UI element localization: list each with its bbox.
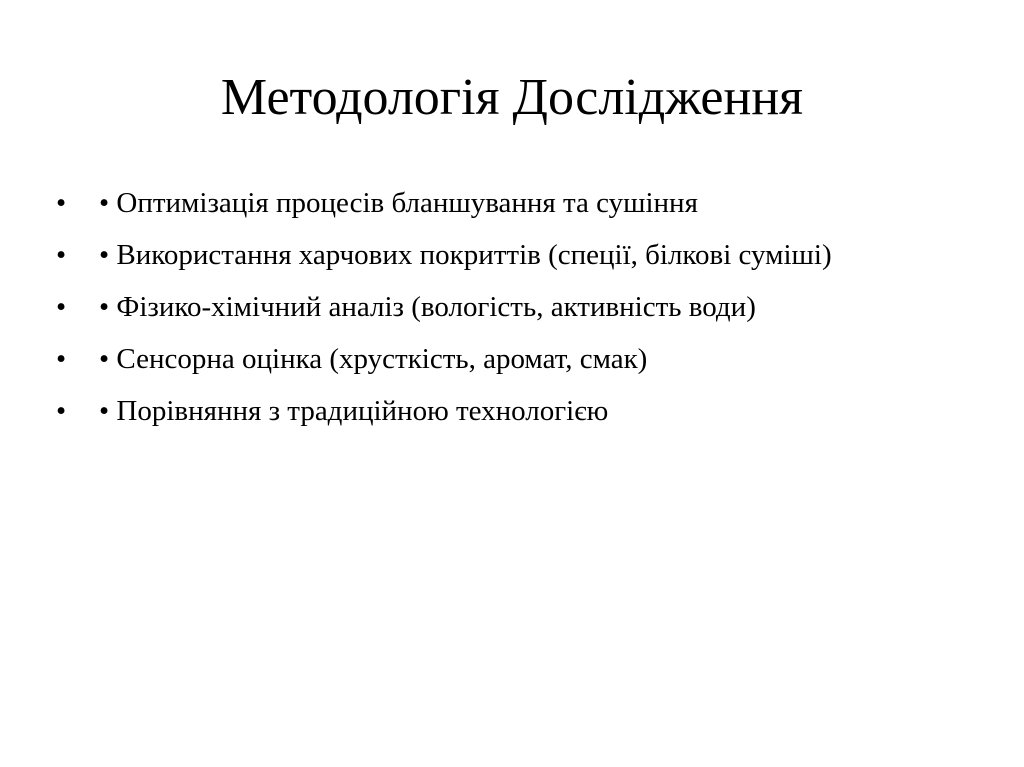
bullet-item bbox=[56, 288, 956, 326]
bullet-item bbox=[56, 340, 956, 378]
bullet-marker: • bbox=[56, 343, 67, 375]
bullet-text: • Фізико-хімічний аналіз (вологість, активність води) bbox=[99, 291, 756, 323]
bullet-item bbox=[56, 184, 956, 222]
bullet-text: • Оптимізація процесів бланшування та сушіння bbox=[99, 187, 698, 219]
bullet-item bbox=[56, 392, 956, 430]
bullet-text: • Сенсорна оцінка (хрусткість, аромат, смак) bbox=[99, 343, 648, 375]
slide-title: Методологія Дослідження bbox=[220, 69, 804, 126]
bullet-text: • Використання харчових покриттів (спеції, білкові суміші) bbox=[99, 239, 832, 271]
bullet-marker: • bbox=[56, 187, 67, 219]
bullet-text: • Порівняння з традиційною технологією bbox=[99, 395, 609, 427]
bullet-marker: • bbox=[56, 291, 67, 323]
bullet-marker: • bbox=[56, 239, 67, 271]
bullet-list bbox=[56, 184, 956, 444]
bullet-item bbox=[56, 236, 956, 274]
bullet-marker: • bbox=[56, 395, 67, 427]
